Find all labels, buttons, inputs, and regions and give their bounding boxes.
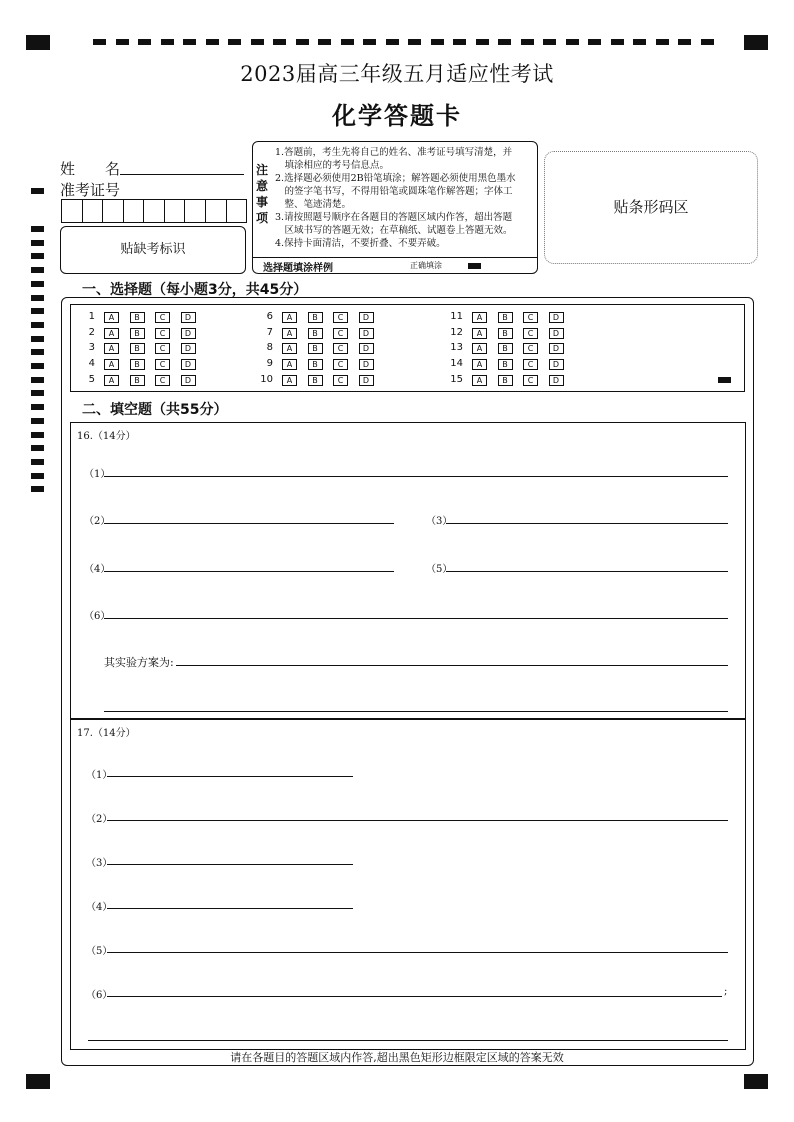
timing-mark	[183, 39, 196, 45]
q16-part6-label: （6）	[84, 611, 111, 622]
q17-box	[70, 718, 746, 1050]
question-number: 2	[88, 326, 95, 338]
corner-mark-bottom-left	[26, 1074, 50, 1089]
choice-bubble-a[interactable]: A	[104, 312, 119, 323]
timing-mark	[588, 39, 601, 45]
timing-mark	[31, 295, 44, 301]
choice-bubble-d[interactable]: D	[549, 375, 564, 386]
timing-mark	[386, 39, 399, 45]
q17-part6-label: （6）	[86, 990, 113, 1001]
corner-mark-top-left	[26, 35, 50, 50]
choice-bubble-b[interactable]: B	[308, 343, 323, 354]
timing-mark	[431, 39, 444, 45]
timing-mark	[31, 336, 44, 342]
q16-plan-line-2[interactable]	[104, 711, 728, 712]
q17-part3-label: （3）	[86, 858, 113, 869]
choice-bubble-a[interactable]: A	[282, 375, 297, 386]
card-title: 化学答题卡	[332, 102, 462, 130]
choice-bubble-d[interactable]: D	[359, 359, 374, 370]
timing-mark	[633, 39, 646, 45]
choice-bubble-b[interactable]: B	[130, 375, 145, 386]
q16-part4-label: （4）	[84, 564, 111, 575]
timing-mark	[31, 445, 44, 451]
timing-mark	[31, 418, 44, 424]
notice-heading: 注 意 事 项	[256, 163, 269, 225]
question-number: 3	[88, 342, 95, 354]
choice-bubble-b[interactable]: B	[130, 312, 145, 323]
timing-mark	[31, 404, 44, 410]
choice-bubble-a[interactable]: A	[472, 328, 487, 339]
exam-id-cell[interactable]	[83, 200, 104, 222]
choice-bubble-c[interactable]: C	[155, 359, 170, 370]
timing-mark	[31, 308, 44, 314]
section2-title: 二、填空题（共55分）	[82, 402, 228, 418]
q16-plan-label: 其实验方案为:	[104, 656, 174, 669]
timing-mark	[138, 39, 151, 45]
timing-mark	[31, 377, 44, 383]
q17-part2-label: （2）	[86, 814, 113, 825]
timing-mark	[93, 39, 106, 45]
exam-id-cell[interactable]	[206, 200, 227, 222]
choice-bubble-d[interactable]: D	[359, 312, 374, 323]
choice-bubble-d[interactable]: D	[181, 375, 196, 386]
choice-bubble-c[interactable]: C	[155, 328, 170, 339]
timing-mark	[678, 39, 691, 45]
timing-mark	[543, 39, 556, 45]
timing-mark	[31, 486, 44, 492]
choice-bubble-a[interactable]: A	[104, 328, 119, 339]
timing-mark	[31, 473, 44, 479]
question-number: 13	[450, 342, 463, 354]
barcode-label: 贴条形码区	[613, 198, 689, 216]
question-number: 4	[88, 358, 95, 370]
timing-mark	[31, 349, 44, 355]
timing-mark	[273, 39, 286, 45]
question-number: 14	[450, 358, 463, 370]
timing-mark	[476, 39, 489, 45]
q17-part3-line[interactable]	[107, 864, 353, 865]
choice-bubble-d[interactable]: D	[181, 359, 196, 370]
choice-bubble-b[interactable]: B	[308, 359, 323, 370]
timing-mark	[31, 363, 44, 369]
choice-bubble-c[interactable]: C	[333, 343, 348, 354]
correct-fill-label: 正确填涂	[410, 261, 442, 270]
exam-id-grid[interactable]	[61, 199, 247, 223]
q17-part5-line[interactable]	[107, 952, 728, 953]
exam-id-cell[interactable]	[165, 200, 186, 222]
q16-part6-line[interactable]	[104, 618, 728, 619]
timing-mark	[31, 240, 44, 246]
question-number: 11	[450, 311, 463, 322]
question-number: 9	[266, 358, 273, 370]
timing-mark	[31, 253, 44, 259]
timing-mark	[453, 39, 466, 45]
choice-bubble-a[interactable]: A	[282, 343, 297, 354]
choice-bubble-b[interactable]: B	[308, 312, 323, 323]
corner-mark-bottom-right	[744, 1074, 768, 1089]
q17-part4-label: （4）	[86, 902, 113, 913]
timing-mark	[251, 39, 264, 45]
absent-sticker-area	[60, 226, 246, 274]
choice-bubble-d[interactable]: D	[181, 328, 196, 339]
sample-label: 选择题填涂样例	[263, 263, 333, 274]
choice-bubble-b[interactable]: B	[498, 328, 513, 339]
timing-mark	[341, 39, 354, 45]
q17-part6-line[interactable]	[107, 996, 722, 997]
choice-bubble-d[interactable]: D	[359, 328, 374, 339]
exam-id-cell[interactable]	[185, 200, 206, 222]
choice-bubble-a[interactable]: A	[472, 312, 487, 323]
choice-bubble-b[interactable]: B	[308, 375, 323, 386]
grid-timing-mark	[718, 377, 731, 383]
q16-part1-label: （1）	[84, 469, 111, 480]
exam-id-cell[interactable]	[124, 200, 145, 222]
q17-part4-line[interactable]	[107, 908, 353, 909]
choice-bubble-c[interactable]: C	[333, 312, 348, 323]
timing-mark	[296, 39, 309, 45]
timing-mark	[656, 39, 669, 45]
timing-mark	[408, 39, 421, 45]
choice-bubble-b[interactable]: B	[498, 375, 513, 386]
timing-mark	[566, 39, 579, 45]
exam-id-cell[interactable]	[103, 200, 124, 222]
choice-bubble-c[interactable]: C	[333, 375, 348, 386]
timing-mark	[31, 459, 44, 465]
footer-note: 请在各题目的答题区域内作答,超出黑色矩形边框限定区域的答案无效	[230, 1051, 564, 1064]
q17-part5-label: （5）	[86, 946, 113, 957]
timing-mark	[521, 39, 534, 45]
q17-part1-label: （1）	[86, 770, 113, 781]
exam-id-cell[interactable]	[62, 200, 83, 222]
q16-part2-label: （2）	[84, 516, 111, 527]
exam-title: 2023届高三年级五月适应性考试	[240, 62, 554, 86]
choice-bubble-a[interactable]: A	[472, 343, 487, 354]
question-number: 5	[88, 373, 95, 385]
notice-divider	[253, 257, 537, 258]
timing-mark	[31, 432, 44, 438]
timing-mark	[116, 39, 129, 45]
barcode-area	[544, 151, 758, 264]
choice-bubble-c[interactable]: C	[523, 375, 538, 386]
section1-title: 一、选择题（每小题3分，共45分）	[82, 282, 308, 298]
choice-bubble-d[interactable]: D	[549, 359, 564, 370]
choice-bubble-a[interactable]: A	[282, 312, 297, 323]
choice-bubble-d[interactable]: D	[359, 343, 374, 354]
choice-bubble-d[interactable]: D	[181, 343, 196, 354]
q17-part6-tail: ;	[724, 986, 728, 997]
q16-part3-line[interactable]	[446, 523, 728, 524]
q17-part1-line[interactable]	[107, 776, 353, 777]
choice-bubble-b[interactable]: B	[498, 343, 513, 354]
q16-plan-line-1[interactable]	[176, 665, 728, 666]
question-number: 6	[266, 311, 273, 322]
choice-bubble-b[interactable]: B	[130, 343, 145, 354]
absent-sticker-label: 贴缺考标识	[120, 242, 186, 257]
question-number: 1	[88, 311, 95, 322]
timing-mark	[31, 322, 44, 328]
correct-fill-sample	[468, 263, 481, 269]
choice-bubble-b[interactable]: B	[130, 359, 145, 370]
exam-id-cell[interactable]	[144, 200, 165, 222]
question-number: 8	[266, 342, 273, 354]
choice-bubble-d[interactable]: D	[181, 312, 196, 323]
timing-mark	[318, 39, 331, 45]
timing-mark	[31, 281, 44, 287]
q16-part4-line[interactable]	[104, 571, 394, 572]
choice-bubble-c[interactable]: C	[523, 312, 538, 323]
question-number: 10	[260, 373, 273, 385]
choice-bubble-a[interactable]: A	[472, 359, 487, 370]
timing-mark	[206, 39, 219, 45]
choice-bubble-a[interactable]: A	[472, 375, 487, 386]
timing-mark	[701, 39, 714, 45]
timing-mark	[161, 39, 174, 45]
choice-bubble-a[interactable]: A	[282, 328, 297, 339]
timing-mark	[228, 39, 241, 45]
choice-bubble-c[interactable]: C	[523, 343, 538, 354]
choice-bubble-a[interactable]: A	[282, 359, 297, 370]
choice-bubble-a[interactable]: A	[104, 343, 119, 354]
timing-mark	[31, 390, 44, 396]
notice-text: 1.答题前，考生先将自己的姓名、准考证号填写清楚，并 填涂相应的考号信息点。 2.选择题必须使用2B铅笔填涂；解答题必须使用黑色墨水 的签字笔书写，不得用铅笔或圆珠笔作解答题；字体工 整、笔迹清楚。 3.请按照题号顺序在各题目的答题区域内作答，超出答题 区域书写的答题无效；在草稿纸、试题卷上答题无效。 4.保持卡面清洁，不要折叠、不要弄破。	[275, 147, 516, 249]
choice-bubble-a[interactable]: A	[104, 375, 119, 386]
q16-part5-label: （5）	[426, 564, 453, 575]
name-label: 姓 名	[60, 160, 121, 178]
choice-bubble-c[interactable]: C	[523, 359, 538, 370]
choice-bubble-c[interactable]: C	[333, 328, 348, 339]
q16-part1-line[interactable]	[104, 476, 728, 477]
q17-label: 17.（14分）	[77, 728, 136, 739]
timing-mark	[31, 226, 44, 232]
q16-label: 16.（14分）	[77, 431, 136, 442]
exam-id-label: 准考证号	[60, 181, 121, 199]
exam-id-cell[interactable]	[227, 200, 247, 222]
choice-bubble-c[interactable]: C	[333, 359, 348, 370]
choice-bubble-b[interactable]: B	[498, 312, 513, 323]
timing-mark	[31, 188, 44, 194]
question-number: 15	[450, 373, 463, 385]
notice-box	[252, 141, 538, 274]
timing-mark	[31, 267, 44, 273]
q16-part3-label: （3）	[426, 516, 453, 527]
choice-bubble-c[interactable]: C	[155, 343, 170, 354]
q17-part2-line[interactable]	[107, 820, 728, 821]
name-field[interactable]	[120, 174, 244, 175]
timing-mark	[363, 39, 376, 45]
question-number: 7	[266, 326, 273, 338]
choice-grid	[70, 304, 745, 392]
choice-bubble-d[interactable]: D	[549, 343, 564, 354]
choice-bubble-c[interactable]: C	[523, 328, 538, 339]
choice-bubble-d[interactable]: D	[549, 328, 564, 339]
choice-bubble-b[interactable]: B	[130, 328, 145, 339]
q17-extra-line[interactable]	[88, 1040, 728, 1041]
choice-bubble-d[interactable]: D	[359, 375, 374, 386]
choice-bubble-b[interactable]: B	[498, 359, 513, 370]
q16-part2-line[interactable]	[104, 523, 394, 524]
question-number: 12	[450, 326, 463, 338]
corner-mark-top-right	[744, 35, 768, 50]
timing-mark	[498, 39, 511, 45]
q16-part5-line[interactable]	[446, 571, 728, 572]
choice-bubble-a[interactable]: A	[104, 359, 119, 370]
choice-bubble-d[interactable]: D	[549, 312, 564, 323]
choice-bubble-b[interactable]: B	[308, 328, 323, 339]
choice-bubble-c[interactable]: C	[155, 312, 170, 323]
choice-bubble-c[interactable]: C	[155, 375, 170, 386]
timing-mark	[611, 39, 624, 45]
